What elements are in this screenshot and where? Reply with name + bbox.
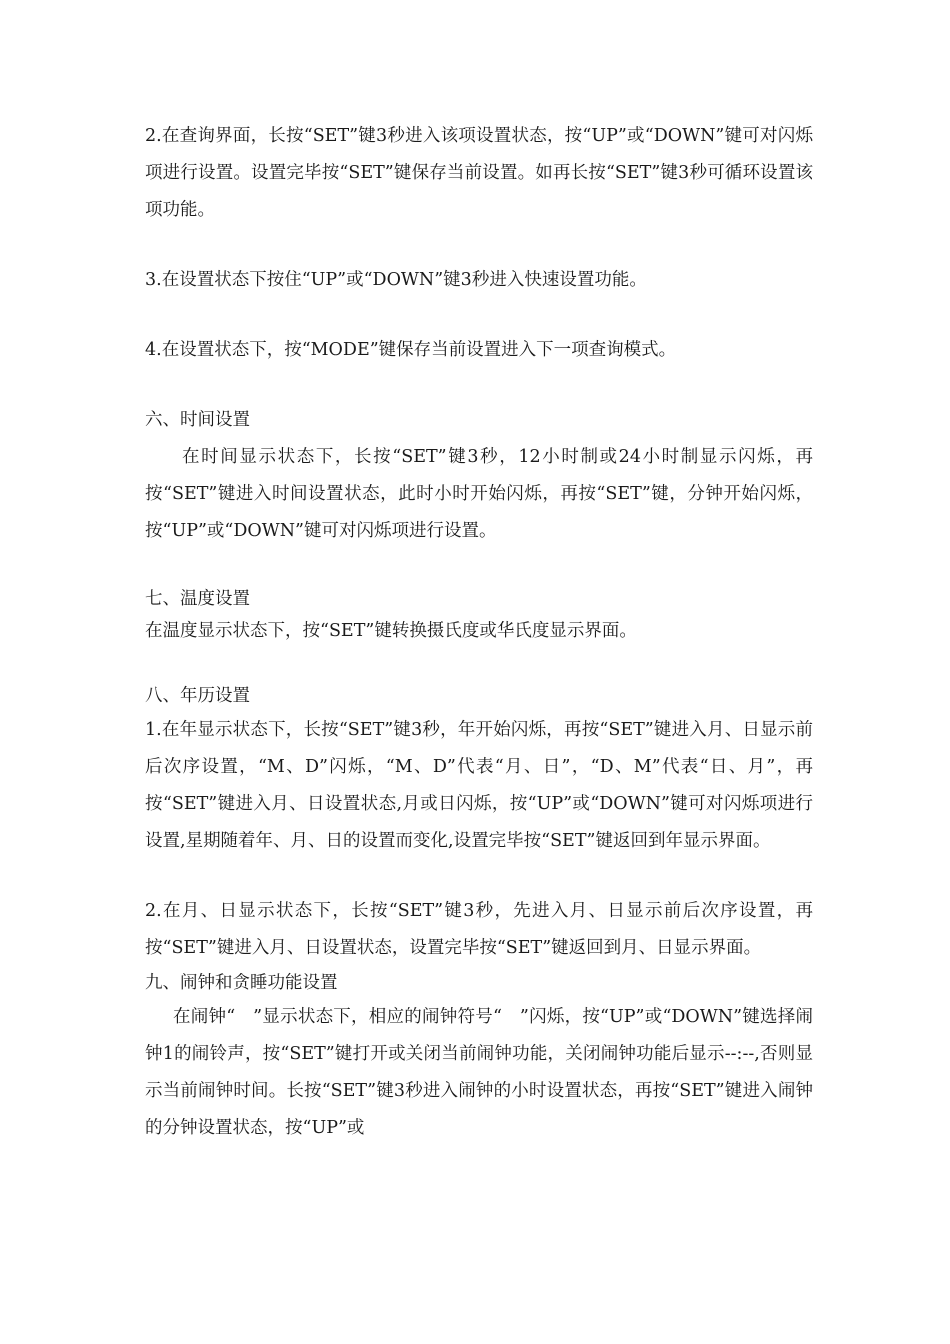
section5-item3: 3.在设置状态下按住“UP”或“DOWN”键3秒进入快速设置功能。 [145, 270, 647, 290]
document-page [145, 118, 813, 1147]
section6-heading: 六、时间设置 [145, 410, 250, 430]
section9-heading: 九、闹钟和贪睡功能设置 [145, 973, 338, 993]
section7-heading: 七、温度设置 [145, 589, 250, 609]
section6-body: 在时间显示状态下，长按“SET”键3秒，12小时制或24小时制显示闪烁，再按“SET”键进入时间设置状态，此时小时开始闪烁，再按“SET”键，分钟开始闪烁，按“UP”或“DOWN”键可对闪烁项进行设置。 [145, 447, 813, 541]
section9-body: 在闹钟“ ”显示状态下，相应的闹钟符号“ ”闪烁，按“UP”或“DOWN”键选择闹钟1的闹铃声，按“SET”键打开或关闭当前闹钟功能，关闭闹钟功能后显示--:--,否则显示当前闹钟时间。长按“SET”键3秒进入闹钟的小时设置状态，再按“SET”键进入闹钟的分钟设置状态，按“UP”或 [145, 1007, 813, 1138]
section8-heading: 八、年历设置 [145, 686, 250, 706]
section5-item2: 2.在查询界面，长按“SET”键3秒进入该项设置状态，按“UP”或“DOWN”键可对闪烁项进行设置。设置完毕按“SET”键保存当前设置。如再长按“SET”键3秒可循环设置该项功能。 [145, 126, 813, 220]
section5-item4: 4.在设置状态下，按“MODE”键保存当前设置进入下一项查询模式。 [145, 340, 677, 360]
section7-body: 在温度显示状态下，按“SET”键转换摄氏度或华氏度显示界面。 [145, 621, 637, 641]
section8-item1: 1.在年显示状态下，长按“SET”键3秒，年开始闪烁，再按“SET”键进入月、日显示前后次序设置，“M、D”闪烁，“M、D”代表“月、日”，“D、M”代表“日、月”，再按“SET”键进入月、日设置状态,月或日闪烁，按“UP”或“DOWN”键可对闪烁项进行设置,星期随着年、月、日的设置而变化,设置完毕按“SET”键返回到年显示界面。 [145, 720, 813, 851]
section8-item2: 2.在月、日显示状态下，长按“SET”键3秒，先进入月、日显示前后次序设置，再按“SET”键进入月、日设置状态，设置完毕按“SET”键返回到月、日显示界面。 [145, 901, 813, 958]
